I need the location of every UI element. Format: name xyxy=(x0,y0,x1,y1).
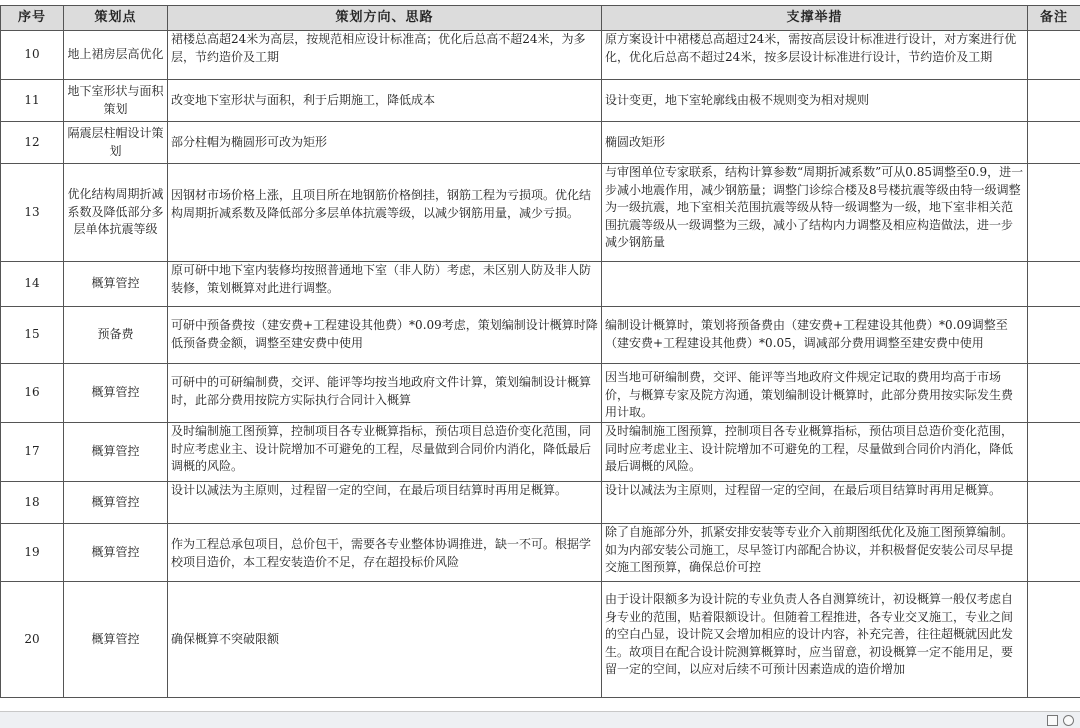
direction-cell: 确保概算不突破限额 xyxy=(168,582,602,698)
measures-cell: 及时编制施工图预算，控制项目各专业概算指标，预估项目总造价变化范围，同时应考虑业主、设计院增加不可避免的工程，尽量做到合同价内消化，降低最后调概的风险。 xyxy=(602,423,1028,482)
note-cell xyxy=(1028,482,1080,524)
point-cell: 优化结构周期折减系数及降低部分多层单体抗震等级 xyxy=(64,164,168,262)
table-row xyxy=(1,80,1080,122)
note-cell xyxy=(1028,122,1080,164)
seq-cell: 16 xyxy=(1,364,64,423)
measures-cell: 设计以减法为主原则，过程留一定的空间，在最后项目结算时再用足概算。 xyxy=(602,482,1028,524)
note-cell xyxy=(1028,364,1080,423)
header-measures: 支撑举措 xyxy=(602,6,1028,31)
measures-cell: 原方案设计中裙楼总高超过24米，需按高层设计标准进行设计，对方案进行优化，优化后总高不超过24米，按多层设计标准进行设计，节约造价及工期 xyxy=(602,31,1028,80)
point-cell: 概算管控 xyxy=(64,482,168,524)
seq-cell: 10 xyxy=(1,31,64,80)
table-row xyxy=(1,262,1080,307)
point-cell: 概算管控 xyxy=(64,364,168,423)
point-cell: 地上裙房层高优化 xyxy=(64,31,168,80)
measures-cell xyxy=(602,262,1028,307)
measures-cell: 与审图单位专家联系，结构计算参数“周期折减系数”可从0.85调整至0.9，进一步减小地震作用，减少钢筋量；调整门诊综合楼及8号楼抗震等级由特一级调整为一级抗震，地下室相关范围抗震等级从特一级调整为一级，地下室非相关范围抗震等级从一级调整为三级，减小了结构内力调整及相应构造做法，进一步减少钢筋量 xyxy=(602,164,1028,262)
note-cell xyxy=(1028,262,1080,307)
measures-cell: 编制设计概算时，策划将预备费由（建安费+工程建设其他费）*0.09调整至（建安费+工程建设其他费）*0.05，调减部分费用调整至建安费中使用 xyxy=(602,307,1028,364)
table-row xyxy=(1,164,1080,262)
point-cell: 地下室形状与面积策划 xyxy=(64,80,168,122)
point-cell: 概算管控 xyxy=(64,524,168,582)
header-note: 备注 xyxy=(1028,6,1080,31)
point-cell: 概算管控 xyxy=(64,582,168,698)
header-seq: 序号 xyxy=(1,6,64,31)
note-cell xyxy=(1028,31,1080,80)
point-cell: 概算管控 xyxy=(64,423,168,482)
seq-cell: 15 xyxy=(1,307,64,364)
measures-cell: 椭圆改矩形 xyxy=(602,122,1028,164)
table-row xyxy=(1,122,1080,164)
status-bar xyxy=(0,711,1080,728)
note-cell xyxy=(1028,582,1080,698)
seq-cell: 11 xyxy=(1,80,64,122)
seq-cell: 14 xyxy=(1,262,64,307)
table-row xyxy=(1,31,1080,80)
note-cell xyxy=(1028,164,1080,262)
table-row xyxy=(1,364,1080,423)
direction-cell: 及时编制施工图预算，控制项目各专业概算指标，预估项目总造价变化范围，同时应考虑业主、设计院增加不可避免的工程，尽量做到合同价内消化，降低最后调概的风险。 xyxy=(168,423,602,482)
note-cell xyxy=(1028,524,1080,582)
point-cell: 概算管控 xyxy=(64,262,168,307)
measures-cell: 因当地可研编制费，交评、能评等当地政府文件规定记取的费用均高于市场价，与概算专家及院方沟通，策划编制设计概算时，此部分费用按实际发生费用计取。 xyxy=(602,364,1028,423)
table-row xyxy=(1,482,1080,524)
direction-cell: 设计以减法为主原则，过程留一定的空间，在最后项目结算时再用足概算。 xyxy=(168,482,602,524)
table-row xyxy=(1,307,1080,364)
measures-cell: 由于设计限额多为设计院的专业负责人各自测算统计，初设概算一般仅考虑自身专业的范围，贴着限额设计。但随着工程推进，各专业交叉施工，专业之间的空白凸显，设计院又会增加相应的设计内容，补充完善，往往超概就因此发生。故项目在配合设计院测算概算时，应当留意，初设概算一定不能用足，要留一定的空间，以应对后续不可预计因素造成的造价增加 xyxy=(602,582,1028,698)
table-row xyxy=(1,524,1080,582)
direction-cell: 因钢材市场价格上涨，且项目所在地钢筋价格倒挂，钢筋工程为亏损项。优化结构周期折减系数及降低部分多层单体抗震等级，以减少钢筋用量，减少亏损。 xyxy=(168,164,602,262)
seq-cell: 20 xyxy=(1,582,64,698)
direction-cell: 改变地下室形状与面积，利于后期施工，降低成本 xyxy=(168,80,602,122)
seq-cell: 17 xyxy=(1,423,64,482)
page-view-icon[interactable] xyxy=(1047,715,1058,726)
direction-cell: 部分柱帽为椭圆形可改为矩形 xyxy=(168,122,602,164)
direction-cell: 原可研中地下室内装修均按照普通地下室（非人防）考虑，未区别人防及非人防装修，策划概算对此进行调整。 xyxy=(168,262,602,307)
note-cell xyxy=(1028,307,1080,364)
point-cell: 预备费 xyxy=(64,307,168,364)
point-cell: 隔震层柱帽设计策划 xyxy=(64,122,168,164)
table-row xyxy=(1,582,1080,698)
plan-table xyxy=(0,5,1080,698)
note-cell xyxy=(1028,423,1080,482)
seq-cell: 13 xyxy=(1,164,64,262)
direction-cell: 裙楼总高超24米为高层，按规范相应设计标准高；优化后总高不超24米，为多层，节约造价及工期 xyxy=(168,31,602,80)
header-row xyxy=(1,6,1080,31)
header-direction: 策划方向、思路 xyxy=(168,6,602,31)
direction-cell: 作为工程总承包项目，总价包干，需要各专业整体协调推进，缺一不可。根据学校项目造价，本工程安装造价不足，存在超投标价风险 xyxy=(168,524,602,582)
measures-cell: 设计变更，地下室轮廓线由极不规则变为相对规则 xyxy=(602,80,1028,122)
direction-cell: 可研中的可研编制费，交评、能评等均按当地政府文件计算，策划编制设计概算时，此部分费用按院方实际执行合同计入概算 xyxy=(168,364,602,423)
seq-cell: 12 xyxy=(1,122,64,164)
seq-cell: 19 xyxy=(1,524,64,582)
direction-cell: 可研中预备费按（建安费+工程建设其他费）*0.09考虑，策划编制设计概算时降低预备费金额，调整至建安费中使用 xyxy=(168,307,602,364)
measures-cell: 除了自施部分外，抓紧安排安装等专业介入前期图纸优化及施工图预算编制。如为内部安装公司施工，尽早签订内部配合协议，并积极督促安装公司尽早提交施工图预算，确保总价可控 xyxy=(602,524,1028,582)
note-cell xyxy=(1028,80,1080,122)
zoom-icon[interactable] xyxy=(1063,715,1074,726)
table-row xyxy=(1,423,1080,482)
seq-cell: 18 xyxy=(1,482,64,524)
header-point: 策划点 xyxy=(64,6,168,31)
